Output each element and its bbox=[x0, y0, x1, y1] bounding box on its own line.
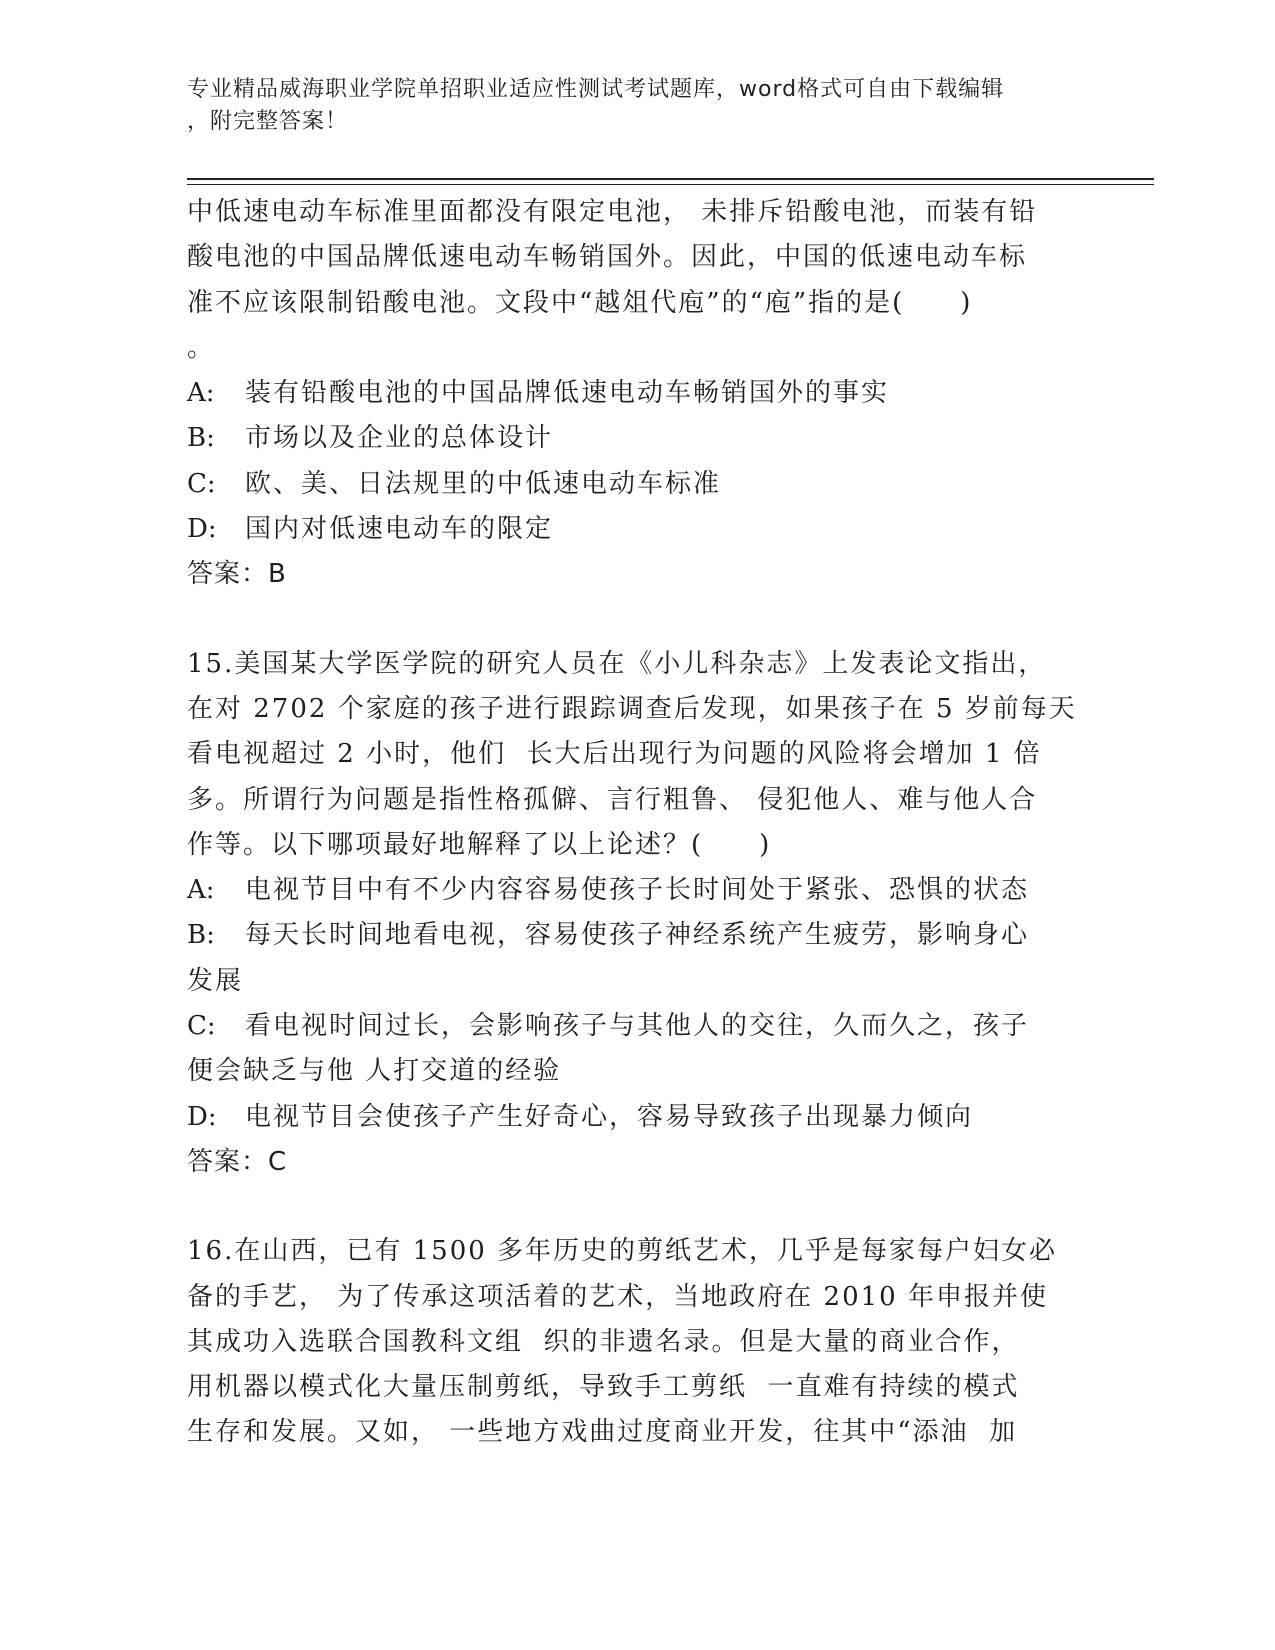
question-text-line: 中低速电动车标准里面都没有限定电池， 未排斥铅酸电池，而装有铅 bbox=[187, 197, 1038, 227]
question-text-line: 作等。以下哪项最好地解释了以上论述？( ) bbox=[187, 829, 772, 860]
question-16 bbox=[187, 1229, 1087, 1455]
question-text-line: 15.美国某大学医学院的研究人员在《小儿科杂志》上发表论文指出， bbox=[187, 648, 1047, 679]
option-letter: B: bbox=[187, 920, 215, 951]
document-body bbox=[187, 190, 1087, 1456]
question-text-line: 其成功入选联合国教科文组 织的非遗名录。但是大量的商业合作， bbox=[187, 1326, 1020, 1357]
option-d bbox=[187, 1095, 1087, 1140]
option-b-continuation: 发展 bbox=[187, 965, 244, 996]
option-letter: A: bbox=[187, 875, 215, 906]
question-text-line: 16.在山西，已有 1500 多年历史的剪纸艺术，几乎是每家每户妇女必 bbox=[187, 1236, 1058, 1267]
question-text-line: 生存和发展。又如， 一些地方戏曲过度商业开发，往其中“添油 加 bbox=[187, 1417, 1018, 1448]
option-text: 市场以及企业的总体设计 bbox=[245, 423, 554, 454]
page-header bbox=[187, 74, 1067, 138]
option-b bbox=[187, 416, 1087, 461]
question-text-line: 看电视超过 2 小时，他们 长大后出现行为问题的风险将会增加 1 倍 bbox=[187, 739, 1042, 770]
option-letter: A: bbox=[187, 378, 215, 409]
option-letter: D: bbox=[187, 1101, 217, 1132]
question-text-line: 备的手艺， 为了传承这项活着的艺术，当地政府在 2010 年申报并使 bbox=[187, 1281, 1048, 1312]
option-letter: D: bbox=[187, 514, 217, 545]
option-c bbox=[187, 462, 1087, 507]
option-text: 每天长时间地看电视，容易使孩子神经系统产生疲劳，影响身心 bbox=[245, 920, 1030, 951]
option-letter: B: bbox=[187, 423, 215, 454]
option-letter: C: bbox=[187, 468, 216, 499]
answer-label: 答案：B bbox=[187, 559, 287, 590]
option-letter: C: bbox=[187, 1011, 216, 1042]
question-text-line: 多。所谓行为问题是指性格孤僻、言行粗鲁、 侵犯他人、难与他人合 bbox=[187, 784, 1038, 815]
question-15 bbox=[187, 642, 1087, 1186]
question-text-line: 酸电池的中国品牌低速电动车畅销国外。因此，中国的低速电动车标 bbox=[187, 242, 1028, 273]
option-a bbox=[187, 371, 1087, 416]
question-text-line: 在对 2702 个家庭的孩子进行跟踪调查后发现，如果孩子在 5 岁前每天 bbox=[187, 693, 1077, 724]
question-text-line: 用机器以模式化大量压制剪纸，导致手工剪纸 一直难有持续的模式 bbox=[187, 1372, 1020, 1403]
question-text-line: 准不应该限制铅酸电池。文段中“越俎代庖”的“庖”指的是( ) bbox=[187, 287, 973, 318]
option-text: 看电视时间过长，会影响孩子与其他人的交往，久而久之，孩子 bbox=[245, 1011, 1030, 1042]
option-text: 电视节目会使孩子产生好奇心，容易导致孩子出现暴力倾向 bbox=[245, 1101, 974, 1132]
question-text-line: 。 bbox=[187, 332, 216, 363]
option-c bbox=[187, 1004, 1087, 1049]
option-text: 欧、美、日法规里的中低速电动车标准 bbox=[245, 468, 722, 499]
header-rule-thick bbox=[187, 178, 1154, 180]
header-line-2: ，附完整答案！ bbox=[187, 109, 349, 134]
question-14 bbox=[187, 190, 1087, 598]
header-line-1: 专业精品威海职业学院单招职业适应性测试考试题库，word格式可自由下载编辑 bbox=[187, 77, 1005, 102]
answer-label: 答案：C bbox=[187, 1146, 288, 1177]
header-rule-thin bbox=[187, 184, 1154, 185]
option-b bbox=[187, 913, 1087, 958]
option-text: 国内对低速电动车的限定 bbox=[245, 514, 554, 545]
option-text: 电视节目中有不少内容容易使孩子长时间处于紧张、恐惧的状态 bbox=[245, 875, 1030, 906]
option-a bbox=[187, 868, 1087, 913]
option-text: 装有铅酸电池的中国品牌低速电动车畅销国外的事实 bbox=[245, 378, 890, 409]
option-d bbox=[187, 507, 1087, 552]
option-c-continuation: 便会缺乏与他 人打交道的经验 bbox=[187, 1056, 562, 1087]
